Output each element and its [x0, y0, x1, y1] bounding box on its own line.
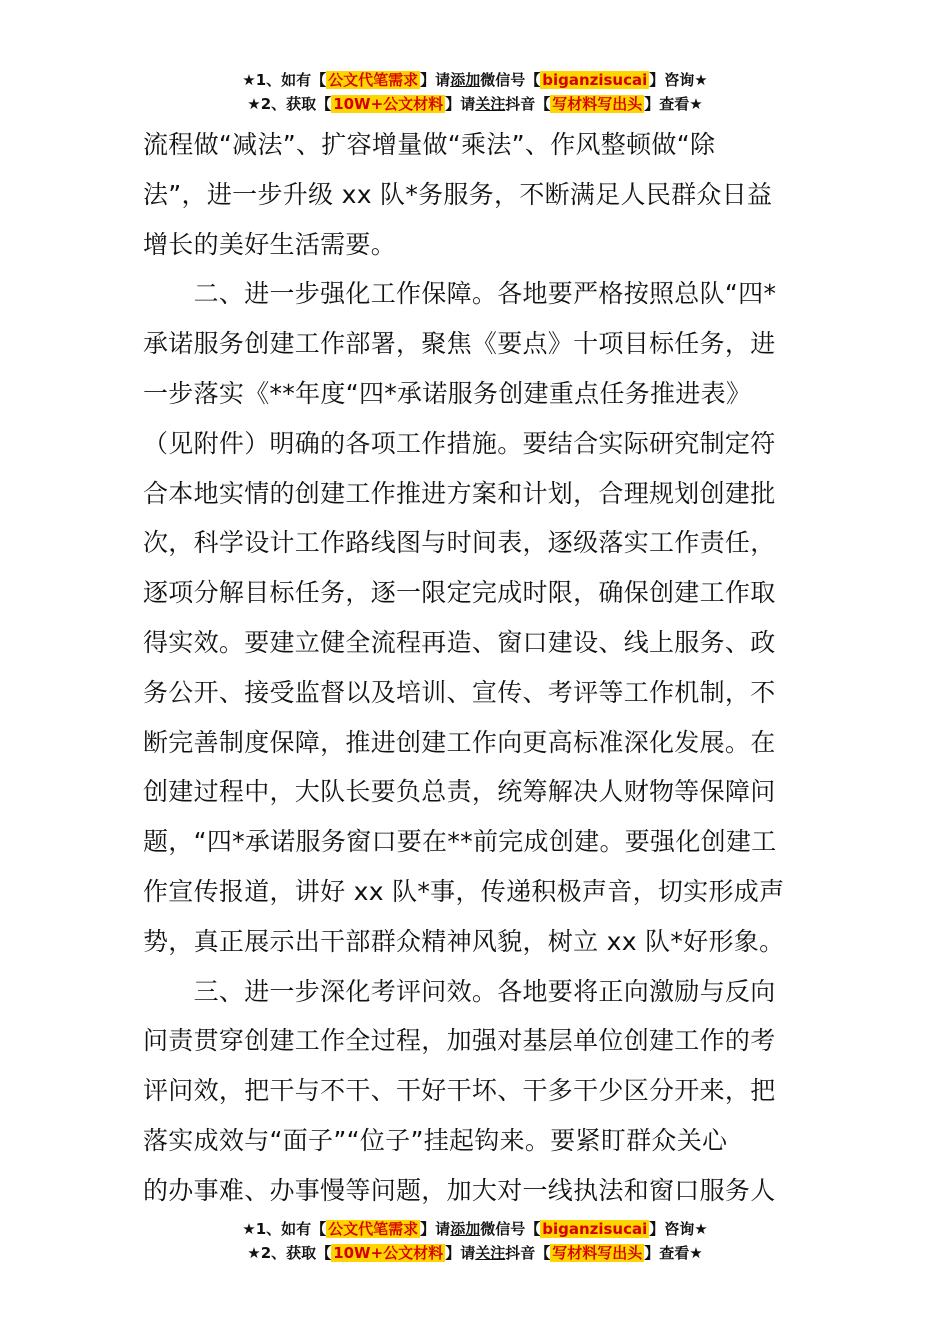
- body-line: 逐项分解目标任务，逐一限定完成时限，确保创建工作取: [143, 578, 776, 608]
- banner-text: 微信号【: [480, 71, 541, 89]
- body-line: 的办事难、办事慢等问题，加大对一线执法和窗口服务人: [143, 1175, 776, 1205]
- banner-text: ★2、获取【: [247, 1244, 332, 1262]
- body-line: 流程做“减法”、扩容增量做“乘法”、作风整顿做“除: [143, 130, 716, 159]
- footer-banner-line-2: [0, 1241, 950, 1265]
- banner-text: 】查看★: [644, 1244, 703, 1262]
- header-banner-line-2: [0, 92, 950, 116]
- banner-text: 】咨询★: [649, 1220, 708, 1238]
- body-line: 问责贯穿创建工作全过程，加强对基层单位创建工作的考: [143, 1026, 776, 1056]
- banner-emphasis: 关注: [475, 95, 506, 113]
- banner-text: 】请: [420, 71, 451, 89]
- banner-text: ★2、获取【: [247, 95, 332, 113]
- banner-highlight-douyin: 写材料写出头: [552, 95, 643, 113]
- banner-emphasis: 关注: [475, 1244, 506, 1262]
- banner-text: ★1、如有【: [242, 71, 327, 89]
- header-banner: [0, 68, 950, 116]
- banner-highlight-wechat-id: biganzisucai: [542, 71, 648, 89]
- body-line: 法”，进一步升级 xx 队*务服务，不断满足人民群众日益: [143, 179, 773, 209]
- body-line: 三、进一步深化考评问效。各地要将正向激励与反向: [143, 976, 776, 1006]
- banner-emphasis: 添加: [450, 71, 481, 89]
- banner-text: 抖音【: [505, 1244, 551, 1262]
- banner-text: 】查看★: [644, 95, 703, 113]
- banner-text: 】请: [445, 1244, 476, 1262]
- banner-text: 】请: [420, 1220, 451, 1238]
- body-line: 题，“四*承诺服务窗口要在**前完成创建。要强化创建工: [143, 827, 777, 857]
- body-line: 承诺服务创建工作部署，聚焦《要点》十项目标任务，进: [143, 329, 776, 359]
- body-line: 断完善制度保障，推进创建工作向更高标准深化发展。在: [143, 727, 776, 757]
- body-line: 一步落实《**年度“四*承诺服务创建重点任务推进表》: [143, 378, 752, 408]
- banner-highlight-douyin: 写材料写出头: [552, 1244, 643, 1262]
- body-line: 二、进一步强化工作保障。各地要严格按照总队“四*: [143, 279, 777, 309]
- body-line: 务公开、接受监督以及培训、宣传、考评等工作机制，不: [143, 677, 776, 707]
- footer-banner: [0, 1217, 950, 1265]
- body-line: 评问效，把干与不干、干好干坏、干多干少区分开来，把: [143, 1076, 776, 1106]
- body-line: 势，真正展示出干部群众精神风貌，树立 xx 队*好形象。: [143, 926, 785, 956]
- banner-text: 抖音【: [505, 95, 551, 113]
- banner-text: 】咨询★: [649, 71, 708, 89]
- body-line: 得实效。要建立健全流程再造、窗口建设、线上服务、政: [143, 627, 776, 657]
- body-line: 创建过程中，大队长要负总责，统筹解决人财物等保障问: [143, 777, 776, 807]
- header-banner-line-1: [0, 68, 950, 92]
- body-line: 增长的美好生活需要。: [143, 229, 397, 259]
- body-line: 合本地实情的创建工作推进方案和计划，合理规划创建批: [143, 478, 776, 508]
- body-line: 作宣传报道，讲好 xx 队*事，传递积极声音，切实形成声: [143, 876, 785, 906]
- body-line: 落实成效与“面子”“位子”挂起钩来。要紧盯群众关心: [143, 1125, 728, 1155]
- banner-text: ★1、如有【: [242, 1220, 327, 1238]
- banner-highlight: 公文代笔需求: [328, 71, 419, 89]
- banner-highlight: 10W+公文材料: [333, 1244, 444, 1262]
- footer-banner-line-1: [0, 1217, 950, 1241]
- body-line: （见附件）明确的各项工作措施。要结合实际研究制定符: [143, 428, 776, 458]
- document-body: [143, 120, 808, 1216]
- body-line: 次，科学设计工作路线图与时间表，逐级落实工作责任，: [143, 528, 776, 558]
- banner-emphasis: 添加: [450, 1220, 481, 1238]
- banner-text: 】请: [445, 95, 476, 113]
- banner-text: 微信号【: [480, 1220, 541, 1238]
- banner-highlight-wechat-id: biganzisucai: [542, 1220, 648, 1238]
- banner-highlight: 10W+公文材料: [333, 95, 444, 113]
- banner-highlight: 公文代笔需求: [328, 1220, 419, 1238]
